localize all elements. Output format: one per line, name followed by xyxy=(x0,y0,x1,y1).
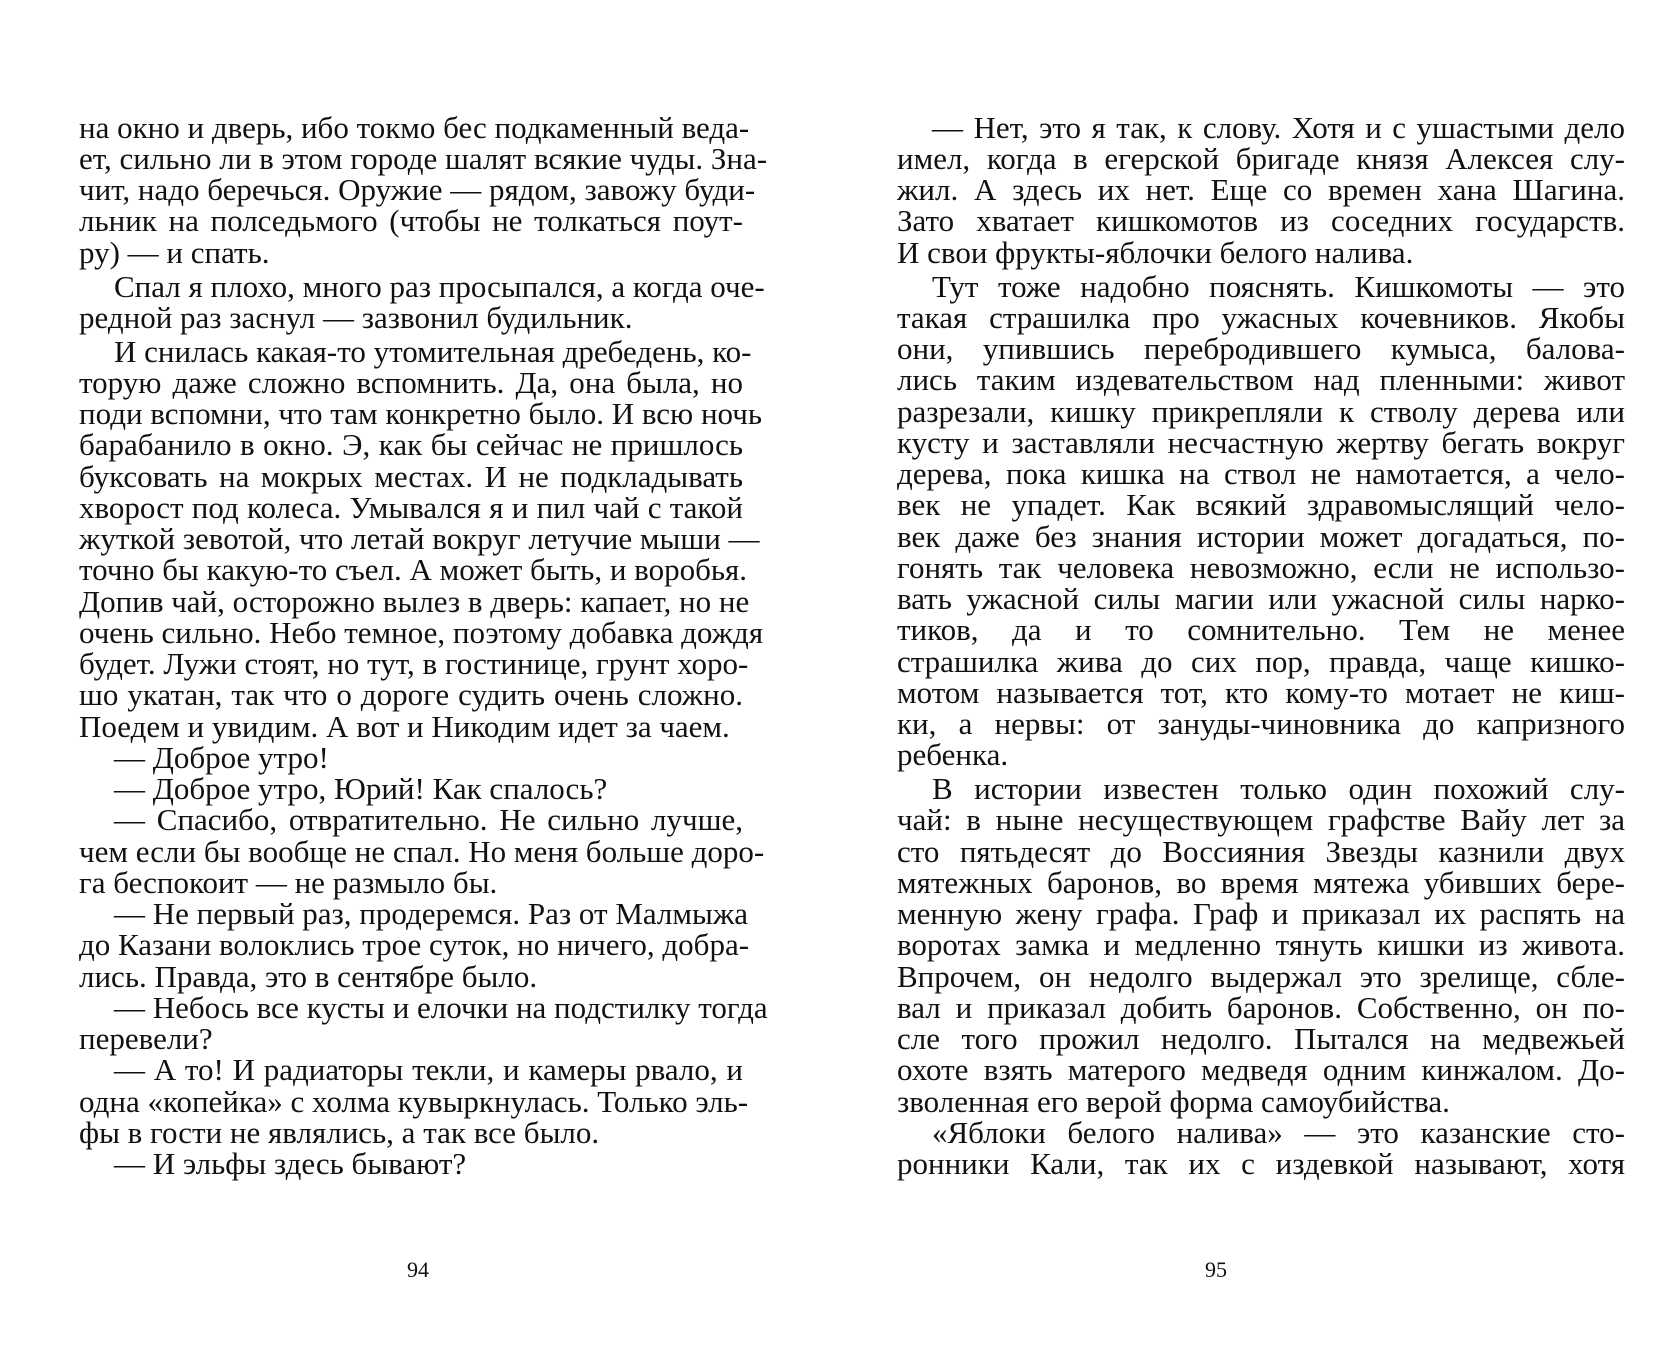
text-line: барабанило в окно. Э, как бы сейчас не пришлось xyxy=(79,427,743,462)
text-line: чит, надо беречься. Оружие — рядом, завожу буди- xyxy=(79,172,756,207)
text-line: до Казани волоклись трое суток, но ничего, добра- xyxy=(79,927,750,962)
text-line: век не упадет. Как всякий здравомыслящий чело- xyxy=(897,487,1625,522)
text-line: шо укатан, так что о дороге судить очень сложно. xyxy=(79,677,743,712)
text-line: жил. А здесь их нет. Еще со времен хана Шагина. xyxy=(897,172,1625,207)
text-line: Допив чай, осторожно вылез в дверь: капает, но не xyxy=(79,584,750,619)
text-line: Зато хватает кишкомотов из соседних государств. xyxy=(897,203,1625,238)
text-line: хворост под колеса. Умывался я и пил чай с такой xyxy=(79,490,743,525)
text-line: буксовать на мокрых местах. И не подкладывать xyxy=(79,459,743,494)
text-line: на окно и дверь, ибо токмо бес подкаменный веда- xyxy=(79,110,750,145)
text-line: ки, а нервы: от зануды-чиновника до капризного xyxy=(897,706,1625,741)
text-line: Тут тоже надобно пояснять. Кишкомоты — это xyxy=(932,269,1625,304)
text-line: разрезали, кишку прикрепляли к стволу дерева или xyxy=(897,394,1625,429)
text-line: ет, сильно ли в этом городе шалят всякие чуды. Зна- xyxy=(79,141,768,176)
text-line: лись таким издевательством над пленными: живот xyxy=(897,362,1625,397)
text-line: — Доброе утро! xyxy=(114,740,329,775)
text-line: И снилась какая-то утомительная дребедень, ко- xyxy=(114,334,752,369)
text-line: век даже без знания истории может догадаться, по- xyxy=(897,519,1625,554)
text-line: «Яблоки белого налива» — это казанские сто- xyxy=(932,1115,1625,1150)
text-line: зволенная его верой форма самоубийства. xyxy=(897,1084,1450,1119)
text-line: — Доброе утро, Юрий! Как спалось? xyxy=(114,771,608,806)
page-number: 95 xyxy=(1205,1257,1227,1282)
text-line: торую даже сложно вспомнить. Да, она была, но xyxy=(79,365,743,400)
text-line: они, упившись перебродившего кумыса, балова- xyxy=(897,331,1625,366)
text-line: Поедем и увидим. А вот и Никодим идет за чаем. xyxy=(79,709,730,744)
text-line: — И эльфы здесь бывают? xyxy=(114,1146,467,1181)
text-line: чай: в ныне несуществующем графстве Вайу лет за xyxy=(897,802,1625,837)
text-line: — А то! И радиаторы текли, и камеры рвало, и xyxy=(114,1052,743,1087)
text-line: гонять так человека невозможно, если не использо- xyxy=(897,550,1625,585)
text-line: — Небось все кусты и елочки на подстилку тогда xyxy=(114,990,768,1025)
text-line: менную жену графа. Граф и приказал их распять на xyxy=(897,896,1625,931)
text-line: ронники Кали, так их с издевкой называют, хотя xyxy=(897,1146,1625,1181)
text-line: мотом называется тот, кто кому-то мотает не киш- xyxy=(897,675,1625,710)
text-line: воротах замка и медленно тянуть кишки из живота. xyxy=(897,927,1625,962)
text-line: будет. Лужи стоят, но тут, в гостинице, грунт хоро- xyxy=(79,646,749,681)
text-line: жуткой зевотой, что летай вокруг летучие мыши — xyxy=(79,521,760,556)
text-line: лись. Правда, это в сентябре было. xyxy=(79,959,538,994)
text-line: тиков, да и то сомнительно. Тем не менее xyxy=(897,612,1625,647)
text-line: Впрочем, он недолго выдержал это зрелище, сбле- xyxy=(897,959,1625,994)
text-line: поди вспомни, что там конкретно было. И всю ночь xyxy=(79,396,762,431)
text-line: кусту и заставляли несчастную жертву бегать вокруг xyxy=(897,425,1625,460)
text-line: страшилка жива до сих пор, правда, чаще кишко- xyxy=(897,644,1625,679)
text-line: Спал я плохо, много раз просыпался, а когда оче- xyxy=(114,269,765,304)
text-line: га беспокоит — не размыло бы. xyxy=(79,865,498,900)
text-line: вать ужасной силы магии или ужасной силы нарко- xyxy=(897,581,1625,616)
text-line: В истории известен только один похожий слу- xyxy=(932,771,1625,806)
right-page xyxy=(827,0,1654,1367)
text-line: такая страшилка про ужасных кочевников. Якобы xyxy=(897,300,1625,335)
text-line: перевели? xyxy=(79,1021,213,1056)
text-line: вал и приказал добить баронов. Собственно, он по- xyxy=(897,990,1625,1025)
text-line: охоте взять матерого медведя одним кинжалом. До- xyxy=(897,1052,1625,1087)
text-line: — Не первый раз, продеремся. Раз от Малмыжа xyxy=(114,896,749,931)
text-line: ребенка. xyxy=(897,737,1009,772)
text-line: чем если бы вообще не спал. Но меня больше доро- xyxy=(79,834,765,869)
text-line: — Спасибо, отвратительно. Не сильно лучше, xyxy=(114,802,743,837)
text-line: мятежных баронов, во время мятежа убивших бере- xyxy=(897,865,1625,900)
text-line: — Нет, это я так, к слову. Хотя и с ушастыми дело xyxy=(932,110,1625,145)
text-line: сто пятьдесят до Воссияния Звезды казнили двух xyxy=(897,834,1625,869)
text-line: сле того прожил недолго. Пытался на медвежьей xyxy=(897,1021,1625,1056)
page-number: 94 xyxy=(407,1257,429,1282)
text-line: ру) — и спать. xyxy=(79,235,270,270)
text-line: одна «копейка» с холма кувыркнулась. Только эль- xyxy=(79,1084,749,1119)
text-line: точно бы какую-то съел. А может быть, и воробья. xyxy=(79,552,747,587)
text-line: льник на полседьмого (чтобы не толкаться поут- xyxy=(79,203,743,238)
text-line: имел, когда в егерской бригаде князя Алексея слу- xyxy=(897,141,1625,176)
text-line: И свои фрукты-яблочки белого налива. xyxy=(897,235,1414,270)
text-line: редной раз заснул — зазвонил будильник. xyxy=(79,300,633,335)
text-line: фы в гости не являлись, а так все было. xyxy=(79,1115,600,1150)
text-line: дерева, пока кишка на ствол не намотается, а чело- xyxy=(897,456,1625,491)
text-line: очень сильно. Небо темное, поэтому добавка дождя xyxy=(79,615,764,650)
